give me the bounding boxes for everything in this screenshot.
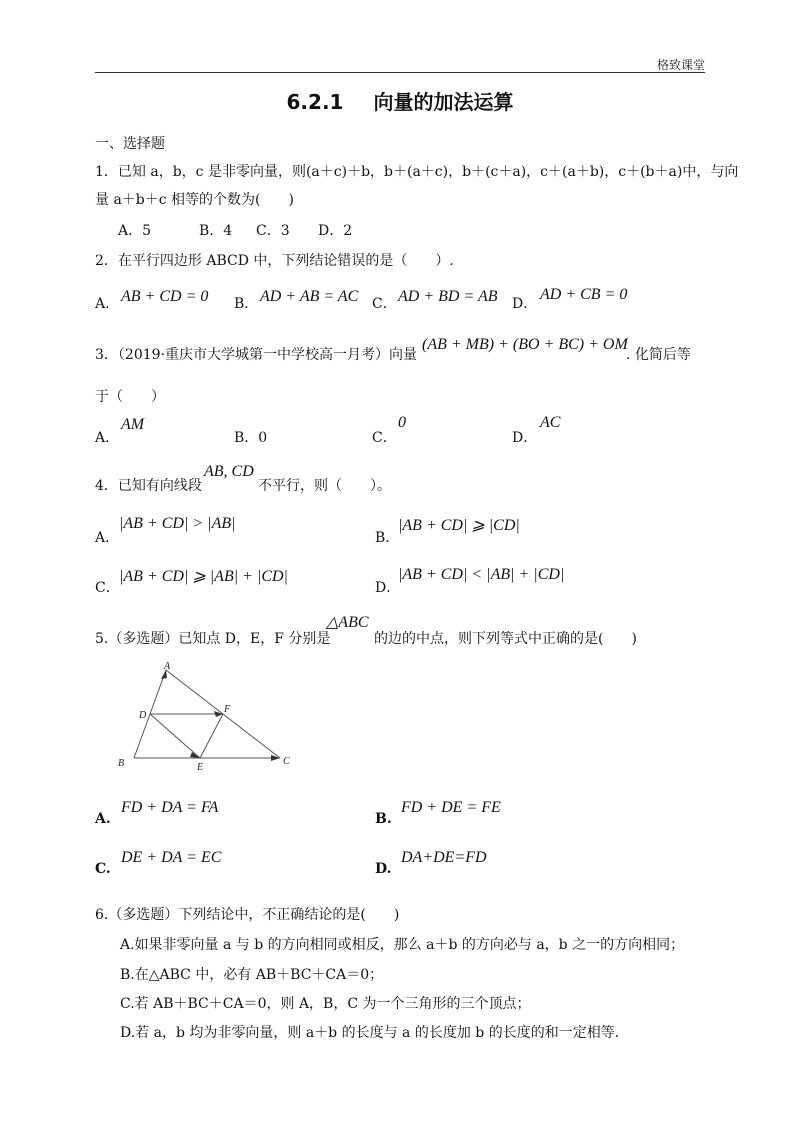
q3-expr-d: AC bbox=[540, 414, 561, 431]
figure-label-a: A bbox=[164, 661, 171, 672]
q4-label-a: A． bbox=[95, 530, 120, 546]
figure-label-b: B bbox=[118, 758, 125, 769]
q2-expr-b: AD + AB = AC bbox=[260, 288, 359, 305]
q4-expr-a: |AB + CD| > |AB| bbox=[119, 515, 236, 532]
q3-expr-a: AM bbox=[121, 416, 145, 433]
q4-label-d: D． bbox=[375, 580, 401, 596]
q6-option-c: C.若 AB＋BC＋CA＝0，则 A，B，C 为一个三角形的三个顶点； bbox=[120, 996, 531, 1012]
q5-expr-c: DE + DA = EC bbox=[121, 849, 222, 866]
q2-label-b: B． bbox=[234, 296, 259, 312]
q2-stem: 2．在平行四边形 ABCD 中，下列结论错误的是（ ）. bbox=[95, 253, 454, 269]
q3-line1-a: 3．（2019·重庆市大学城第一中学校高一月考）向量 bbox=[95, 347, 417, 363]
header-rule bbox=[95, 72, 705, 73]
q5-stem-b: 的边的中点，则下列等式中正确的是( ) bbox=[374, 631, 637, 647]
figure-label-e: E bbox=[197, 762, 204, 773]
q1-option-d: D．2 bbox=[318, 223, 353, 239]
q5-label-d: D. bbox=[375, 861, 392, 877]
q4-expr-c: |AB + CD| ⩾ |AB| + |CD| bbox=[119, 568, 288, 585]
q4-label-b: B． bbox=[375, 530, 400, 546]
q5-triangle: △ABC bbox=[326, 614, 369, 631]
page-title bbox=[0, 86, 800, 115]
q3-line1-b: . 化简后等 bbox=[626, 347, 691, 363]
q6-stem: 6.（多选题）下列结论中，不正确结论的是( ) bbox=[95, 907, 400, 923]
q5-expr-b: FD + DE = FE bbox=[401, 799, 501, 816]
figure-label-f: F bbox=[224, 704, 231, 715]
title-text: 向量的加法运算 bbox=[373, 90, 514, 114]
q1-line1: 1．已知 a，b，c 是非零向量，则(a＋c)＋b，b＋(a＋c)，b＋(c＋a)，c＋(a＋b)，c＋(b＋a)中，与向 bbox=[95, 164, 739, 180]
section-heading: 一、选择题 bbox=[95, 136, 165, 152]
figure-label-d: D bbox=[139, 710, 147, 721]
header-brand: 格致课堂 bbox=[656, 58, 705, 72]
q5-expr-d: DA+DE=FD bbox=[401, 849, 487, 866]
q6-option-a: A.如果非零向量 a 与 b 的方向相同或相反，那么 a＋b 的方向必与 a，b 之一的方向相同； bbox=[120, 937, 685, 953]
q2-label-a: A． bbox=[95, 296, 120, 312]
q2-expr-d: AD + CB = 0 bbox=[540, 286, 628, 303]
q4-stem-b: 不平行，则（ ）。 bbox=[258, 478, 391, 494]
q3-label-c: C． bbox=[372, 430, 397, 446]
q4-vecs: AB, CD bbox=[204, 463, 254, 480]
q6-option-d: D.若 a，b 均为非零向量，则 a＋b 的长度与 a 的长度加 b 的长度的和一定相等. bbox=[120, 1025, 620, 1041]
q3-expr: (AB + MB) + (BO + BC) + OM bbox=[422, 336, 628, 353]
q6-option-b: B.在△ABC 中，必有 AB＋BC＋CA＝0； bbox=[120, 967, 384, 983]
q5-expr-a: FD + DA = FA bbox=[121, 799, 219, 816]
q3-label-a: A． bbox=[95, 430, 120, 446]
q4-expr-d: |AB + CD| < |AB| + |CD| bbox=[398, 566, 565, 583]
q5-stem-a: 5.（多选题）已知点 D，E，F 分别是 bbox=[95, 631, 331, 647]
q5-label-b: B. bbox=[375, 811, 392, 827]
title-number: 6.2.1 bbox=[286, 90, 344, 114]
q4-expr-b: |AB + CD| ⩾ |CD| bbox=[398, 517, 520, 534]
figure-label-c: C bbox=[283, 756, 290, 767]
q1-option-c: C．3 bbox=[256, 223, 290, 239]
q3-label-d: D． bbox=[512, 430, 538, 446]
q1-option-a: A．5 bbox=[118, 223, 152, 239]
q2-label-c: C． bbox=[372, 296, 397, 312]
q4-label-c: C． bbox=[95, 580, 120, 596]
q3-line2: 于（ ） bbox=[95, 389, 165, 405]
q5-label-c: C. bbox=[95, 861, 111, 877]
q4-stem-a: 4．已知有向线段 bbox=[95, 478, 202, 494]
q2-expr-c: AD + BD = AB bbox=[398, 288, 498, 305]
q3-label-b: B．0 bbox=[234, 430, 268, 446]
q2-label-d: D． bbox=[512, 296, 538, 312]
q1-line2: 量 a＋b＋c 相等的个数为( ) bbox=[95, 192, 294, 208]
triangle-figure bbox=[110, 660, 300, 779]
q2-expr-a: AB + CD = 0 bbox=[121, 288, 209, 305]
q3-expr-c: 0 bbox=[398, 414, 406, 431]
q5-label-a: A. bbox=[95, 811, 111, 827]
q1-option-b: B．4 bbox=[199, 223, 233, 239]
